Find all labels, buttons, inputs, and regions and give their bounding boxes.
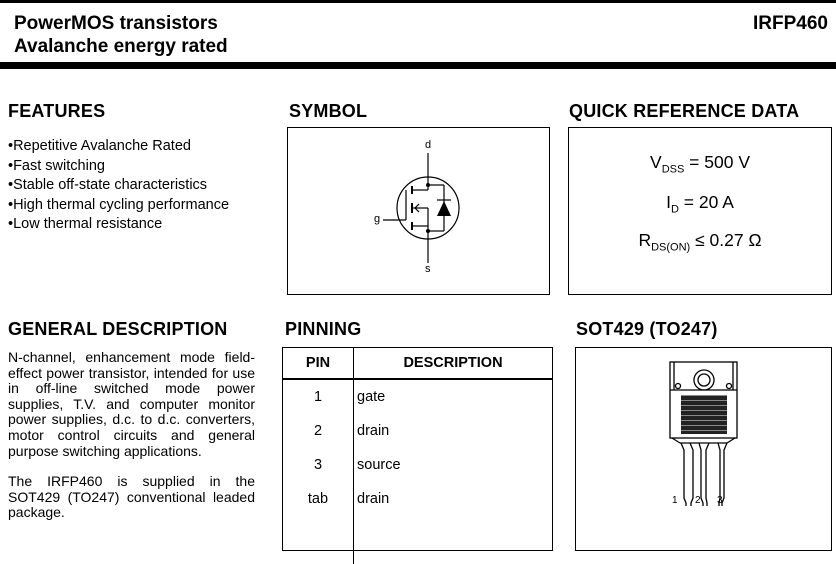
title-line-2: Avalanche energy rated	[14, 36, 228, 57]
general-description-text	[8, 350, 255, 536]
pinning-heading: PINNING	[285, 319, 362, 339]
top-rule	[0, 0, 836, 3]
description-para-2: The IRFP460 is supplied in the SOT429 (TO247) conventional leaded package.	[8, 473, 255, 521]
pinning-table	[283, 348, 552, 564]
feature-item: • Fast switching	[8, 157, 229, 177]
table-row: 3 source	[283, 448, 552, 482]
description-para-1: N-channel, enhancement mode field-effect power transistor, intended for use in off-line switched mode power supplies, T.V. and computer monitor power supplies, d.c. to d.c. converters, motor control circuits and general purpose switching applications.	[8, 349, 255, 459]
header-rule	[0, 62, 836, 69]
feature-item: • High thermal cycling performance	[8, 196, 229, 216]
lead-1-label: 1	[672, 495, 678, 506]
mosfet-symbol-icon	[288, 128, 549, 294]
table-row: tab drain	[283, 482, 552, 516]
drain-label: d	[425, 139, 432, 151]
package-box	[575, 347, 832, 551]
features-heading: FEATURES	[8, 101, 106, 121]
features-list	[8, 137, 229, 235]
part-number: IRFP460	[753, 13, 828, 34]
source-label: s	[425, 263, 431, 275]
general-description-heading: GENERAL DESCRIPTION	[8, 319, 228, 339]
pin-column-header: PIN	[283, 348, 354, 379]
feature-item: • Low thermal resistance	[8, 215, 229, 235]
to247-package-icon	[576, 348, 831, 550]
gate-label: g	[374, 213, 381, 225]
table-row: 1 gate	[283, 379, 552, 414]
qrd-heading: QUICK REFERENCE DATA	[569, 101, 800, 121]
lead-3-label: 3	[717, 495, 723, 506]
symbol-heading: SYMBOL	[289, 101, 368, 121]
description-column-header: DESCRIPTION	[354, 348, 553, 379]
table-row: 2 drain	[283, 414, 552, 448]
lead-2-label: 2	[695, 495, 701, 506]
feature-item: • Stable off-state characteristics	[8, 176, 229, 196]
qrd-vdss: $V_{DSS} = 500$ V	[650, 152, 750, 176]
title-line-1: PowerMOS transistors	[14, 13, 218, 34]
symbol-box	[287, 127, 550, 295]
package-heading: SOT429 (TO247)	[576, 319, 718, 339]
qrd-rds: $R_{DS(ON)} \le 0.27$ Ω	[638, 230, 762, 254]
feature-item: • Repetitive Avalanche Rated	[8, 137, 229, 157]
qrd-id: $I_D = 20$ A	[666, 192, 734, 216]
